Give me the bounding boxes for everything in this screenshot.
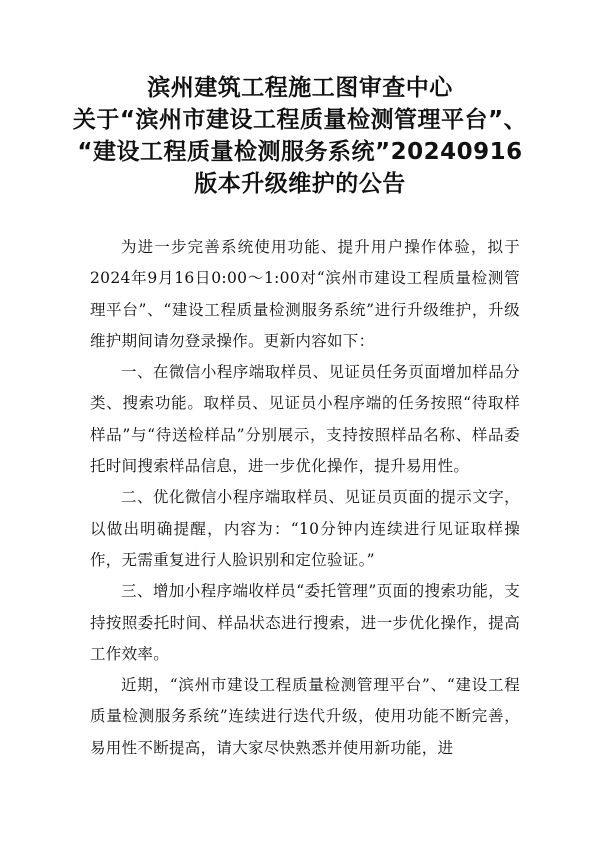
item-one-paragraph: 一、在微信小程序端取样员、见证员任务页面增加样品分类、搜索功能。取样员、见证员小程序端的任务按照“待取样样品”与“待送检样品”分别展示，支持按照样品名称、样品委托时间搜索样品信息，进一步优化操作，提升易用性。 bbox=[90, 363, 520, 476]
notice-body bbox=[90, 232, 520, 764]
item-two-paragraph: 二、优化微信小程序端取样员、见证员页面的提示文字，以做出明确提醒，内容为：“10分钟内连续进行见证取样操作，无需重复进行人脸识别和定位验证。” bbox=[90, 488, 520, 569]
title-line-4: 版本升级维护的公告 bbox=[194, 171, 406, 197]
notice-title bbox=[40, 72, 560, 200]
item-three-paragraph: 三、增加小程序端收样员“委托管理”页面的搜索功能，支持按照委托时间、样品状态进行搜索，进一步优化操作，提高工作效率。 bbox=[90, 582, 520, 663]
title-line-3: “建设工程质量检测服务系统”20240916 bbox=[77, 139, 523, 165]
title-line-2: 关于“滨州市建设工程质量检测管理平台”、 bbox=[72, 107, 528, 133]
closing-paragraph: 近期，“滨州市建设工程质量检测管理平台”、“建设工程质量检测服务系统”连续进行迭代升级，使用功能不断完善，易用性不断提高，请大家尽快熟悉并使用新功能，进 bbox=[90, 676, 520, 757]
title-line-1: 滨州建筑工程施工图审查中心 bbox=[147, 75, 453, 101]
intro-paragraph: 为进一步完善系统使用功能、提升用户操作体验，拟于2024年9月16日0:00～1:00对“滨州市建设工程质量检测管理平台”、“建设工程质量检测服务系统”进行升级维护，升级维护期间请勿登录操作。更新内容如下： bbox=[90, 238, 520, 350]
